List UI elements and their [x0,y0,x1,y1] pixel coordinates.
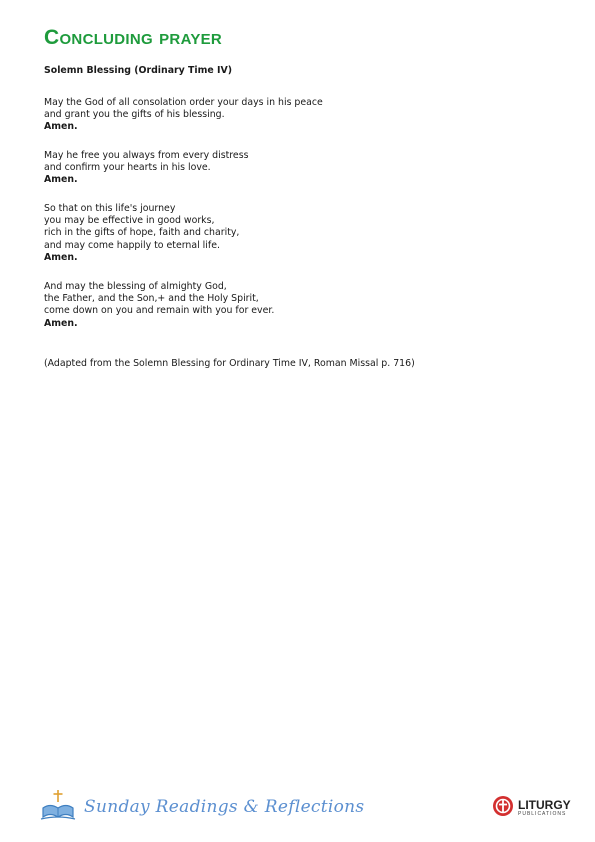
prayer-response: Amen. [44,251,78,263]
prayer-line: May he free you always from every distress [44,150,249,161]
prayer-stanza [44,97,323,134]
series-name: Sunday Readings & Reflections [84,797,365,817]
prayer-stanza [44,203,239,264]
open-book-cross-icon [40,788,76,826]
prayer-response: Amen. [44,121,78,133]
prayer-stanza [44,281,274,330]
prayer-line: and confirm your hearts in his love. [44,162,211,174]
blessing-subtitle: Solemn Blessing (Ordinary Time IV) [44,65,233,76]
publisher-subname: PUBLICATIONS [518,811,567,817]
prayer-line: come down on you and remain with you for ever. [44,305,275,317]
page-title: Concluding prayer [44,26,223,49]
prayer-line: May the God of all consolation order your days in his peace [44,97,323,108]
prayer-line: and may come happily to eternal life. [44,239,220,251]
prayer-response: Amen. [44,174,78,186]
liturgy-logo-icon [492,795,514,821]
prayer-line: you may be effective in good works, [44,215,215,227]
source-note: (Adapted from the Solemn Blessing for Ordinary Time IV, Roman Missal p. 716) [44,358,415,369]
prayer-stanza [44,150,248,187]
prayer-line: And may the blessing of almighty God, [44,281,227,292]
series-branding [40,790,364,824]
publisher-logo [492,795,571,821]
prayer-line: and grant you the gifts of his blessing. [44,109,225,121]
prayer-line: rich in the gifts of hope, faith and charity, [44,227,240,239]
prayer-line: the Father, and the Son,+ and the Holy Spirit, [44,293,259,305]
publisher-name: LITURGY [518,798,571,812]
publisher-wordmark [518,799,571,817]
prayer-line: So that on this life's journey [44,203,176,214]
prayer-response: Amen. [44,317,78,329]
